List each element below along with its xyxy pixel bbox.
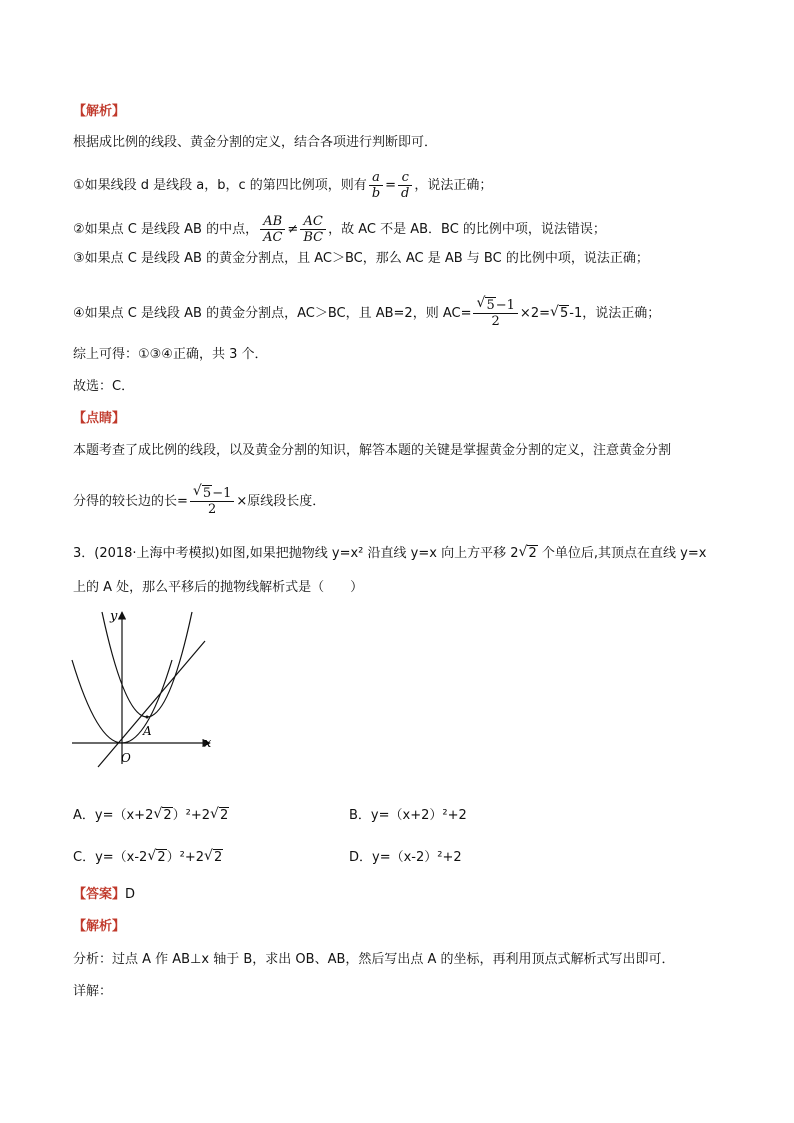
statement-4-conclusion: -1，说法正确； xyxy=(569,306,661,321)
parabola-translated xyxy=(102,612,192,717)
fraction-numerator: AC xyxy=(300,214,326,230)
radicand: 5 xyxy=(202,486,212,501)
comment-line-2 xyxy=(73,486,325,517)
fraction-denominator: b xyxy=(371,186,381,201)
fraction-numerator xyxy=(473,298,517,314)
sqrt-symbol xyxy=(518,545,537,563)
sqrt-symbol xyxy=(550,305,569,323)
parabola-figure xyxy=(64,604,224,774)
radicand: 5 xyxy=(486,298,495,313)
radicand: 2 xyxy=(163,808,172,823)
option-d[interactable]: D．y=（x-2）²+2 xyxy=(349,850,462,865)
fraction-a-over-b xyxy=(369,170,383,201)
option-a-text: A．y=（x+2 xyxy=(73,808,154,823)
fraction-numerator: a xyxy=(369,170,383,186)
sqrt-symbol xyxy=(147,849,166,867)
statement-1 xyxy=(73,170,492,201)
detail-line: 详解： xyxy=(73,984,113,999)
comment-line-1: 本题考查了成比例的线段，以及黄金分割的知识，解答本题的关键是掌握黄金分割的定义，注意黄金分割 xyxy=(73,443,672,458)
sqrt-symbol xyxy=(193,486,212,501)
option-a[interactable] xyxy=(73,807,229,825)
analysis-line: 分析：过点 A 作 AB⊥x 轴于 B，求出 OB、AB，然后写出点 A 的坐标，再利用顶点式解析式写出即可． xyxy=(73,952,675,967)
fraction-denominator: 2 xyxy=(491,314,500,329)
fraction-c-over-d xyxy=(398,170,412,201)
statement-4-text: ④如果点 C 是线段 AB 的黄金分割点，AC＞BC，且 AB=2，则 AC= xyxy=(73,306,472,321)
option-c-text: C．y=（x-2 xyxy=(73,850,148,865)
fraction-numerator xyxy=(190,486,234,502)
fraction-denominator: BC xyxy=(303,230,324,245)
sqrt-symbol xyxy=(210,807,229,825)
radicand: 2 xyxy=(214,850,223,865)
numerator-tail: −1 xyxy=(212,486,232,501)
analysis-heading: 【解析】 xyxy=(73,104,126,119)
option-b[interactable]: B．y=（x+2）²+2 xyxy=(349,808,467,823)
fraction-numerator: c xyxy=(398,170,412,186)
sqrt-symbol xyxy=(476,298,495,313)
vertex-point-a xyxy=(146,716,149,719)
origin-label: O xyxy=(121,751,131,765)
statement-2-conclusion: ，故 AC 不是 AB．BC 的比例中项，说法错误； xyxy=(328,222,606,237)
fraction-ac-over-bc xyxy=(300,214,326,245)
question-3-text-tail: 个单位后,其顶点在直线 y=x xyxy=(537,546,707,561)
fraction-denominator: 2 xyxy=(207,502,217,517)
comment-line-2-text: 分得的较长边的长= xyxy=(73,494,188,509)
fraction-denominator: d xyxy=(401,186,410,201)
x-axis-label: x xyxy=(204,736,212,751)
y-axis-label: y xyxy=(110,609,118,624)
point-a-label: A xyxy=(143,724,152,738)
not-equal-sign: ≠ xyxy=(287,222,299,237)
radicand: 2 xyxy=(220,808,229,823)
statement-3: ③如果点 C 是线段 AB 的黄金分割点，且 AC＞BC，那么 AC 是 AB 与 BC 的比例中项，说法正确； xyxy=(73,251,649,266)
answer-line xyxy=(73,886,135,904)
radicand: 2 xyxy=(157,850,166,865)
summary-line: 综上可得：①③④正确，共 3 个． xyxy=(73,347,268,362)
analysis-intro: 根据成比例的线段、黄金分割的定义，结合各项进行判断即可． xyxy=(73,135,438,150)
statement-1-text: ①如果线段 d 是线段 a，b，c 的第四比例项，则有 xyxy=(73,178,367,193)
statement-2-text: ②如果点 C 是线段 AB 的中点， xyxy=(73,222,259,237)
fraction-denominator: AC xyxy=(263,230,283,245)
option-c-mid: ）²+2 xyxy=(166,850,204,865)
fraction-golden-ratio xyxy=(190,486,234,517)
fraction-numerator: AB xyxy=(260,214,285,230)
question-3-line-1 xyxy=(73,545,706,563)
statement-2 xyxy=(73,214,606,245)
times-two: ×2= xyxy=(519,306,550,321)
answer-heading: 【答案】 xyxy=(73,887,126,902)
answer-value: D xyxy=(125,887,136,902)
radicand: 2 xyxy=(528,546,537,561)
comment-line-2-tail: ×原线段长度． xyxy=(236,494,326,509)
numerator-tail: −1 xyxy=(495,298,515,313)
fraction-ab-over-ac xyxy=(260,214,285,245)
equals-sign: = xyxy=(385,178,397,193)
radicand: 5 xyxy=(559,306,569,321)
statement-4 xyxy=(73,298,660,329)
comment-heading: 【点睛】 xyxy=(73,411,126,426)
statement-1-conclusion: ，说法正确； xyxy=(414,178,493,193)
question-3-text: 3．(2018·上海中考模拟)如图,如果把抛物线 y=x² 沿直线 y=x 向上方平移 2 xyxy=(73,546,519,561)
analysis-heading-2: 【解析】 xyxy=(73,919,126,934)
option-c[interactable] xyxy=(73,849,223,867)
question-3-line-2: 上的 A 处，那么平移后的抛物线解析式是（ ） xyxy=(73,580,364,595)
option-a-mid: ）²+2 xyxy=(172,808,211,823)
fraction-golden-ratio xyxy=(473,298,517,329)
choice-line: 故选：C． xyxy=(73,379,135,394)
sqrt-symbol xyxy=(204,849,223,867)
sqrt-symbol xyxy=(153,807,172,825)
